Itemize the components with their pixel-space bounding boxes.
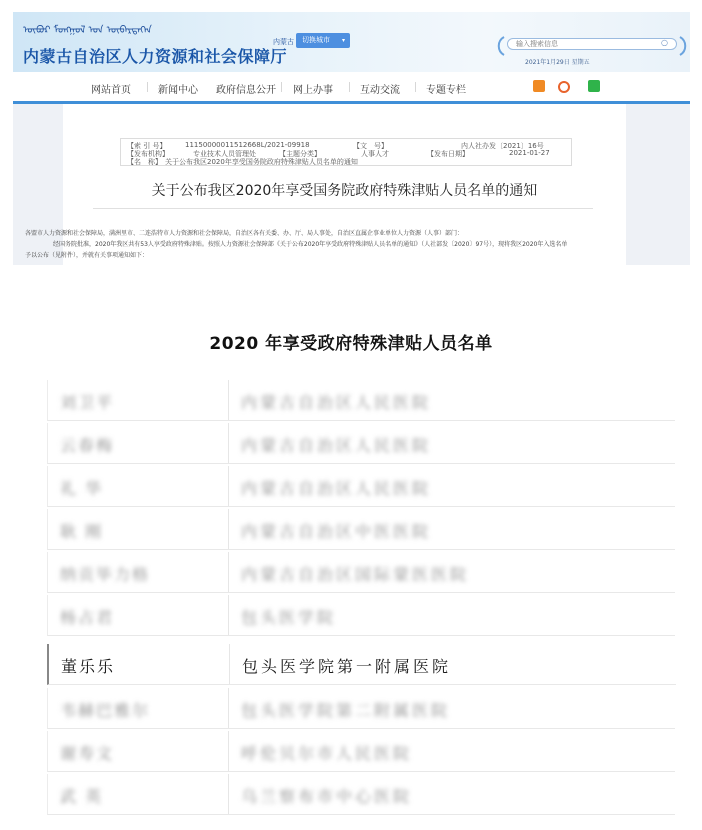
meta-index-label: 【索 引 号】 bbox=[127, 142, 167, 150]
article-paragraph: 予以公布（见附件），并就有关事项通知如下： bbox=[25, 252, 149, 259]
meta-date-label: 【发布日期】 bbox=[427, 150, 469, 158]
article-paragraph: 经国务院批准，2020年我区共有53人享受政府特殊津贴。按照人力资源社会保障部《关于公布2020年享受政府特殊津贴人员名单的通知》（人社部发〔2020〕97号），现将我区2020年入选名单 bbox=[53, 241, 568, 248]
meta-docno-label: 【文 号】 bbox=[353, 142, 388, 150]
meta-index-value: 11150000011512668L/2021-09918 bbox=[185, 141, 310, 149]
meta-date-value: 2021-01-27 bbox=[509, 149, 550, 157]
table-row bbox=[47, 552, 675, 593]
nav-item-interaction[interactable]: 互动交流 bbox=[360, 85, 400, 96]
nav-item-news[interactable]: 新闻中心 bbox=[158, 85, 198, 96]
recipient-org: 内蒙古自治区国际蒙医医院 bbox=[241, 565, 470, 584]
column-divider bbox=[228, 423, 229, 463]
recipient-name: 谢寿文 bbox=[60, 744, 115, 763]
meta-name-label: 【名 称】 bbox=[127, 158, 162, 166]
column-divider bbox=[228, 466, 229, 506]
site-banner bbox=[13, 12, 690, 72]
recipient-org: 包头医学院 bbox=[241, 608, 337, 627]
deco-wave-right-icon bbox=[679, 36, 689, 56]
nav-item-online-service[interactable]: 网上办事 bbox=[293, 85, 333, 96]
column-divider bbox=[228, 595, 229, 635]
table-row bbox=[47, 380, 675, 421]
table-row bbox=[47, 466, 675, 507]
deco-wave-left-icon bbox=[495, 36, 505, 56]
column-divider bbox=[228, 509, 229, 549]
table-row bbox=[47, 731, 675, 772]
recipient-org: 内蒙古自治区人民医院 bbox=[241, 436, 432, 455]
nav-item-home[interactable]: 网站首页 bbox=[91, 85, 131, 96]
article-body bbox=[25, 104, 626, 265]
meta-org-label: 【发布机构】 bbox=[127, 150, 169, 158]
table-row bbox=[47, 509, 675, 550]
search-box bbox=[495, 36, 689, 56]
article-paragraph: 各盟市人力资源和社会保障局，满洲里市、二连浩特市人力资源和社会保障局，自治区各有关委、办、厅、局人事处，自治区直属企事业单位人力资源（人事）部门： bbox=[25, 230, 464, 237]
main-nav bbox=[13, 72, 690, 104]
column-divider bbox=[228, 552, 229, 592]
recipient-name: 董乐乐 bbox=[61, 657, 116, 676]
table-row bbox=[47, 774, 675, 815]
table-row bbox=[47, 595, 675, 636]
switch-city-label: 切换城市 bbox=[302, 36, 330, 44]
search-input[interactable] bbox=[507, 38, 677, 50]
weibo-icon[interactable] bbox=[558, 81, 570, 93]
nav-divider bbox=[147, 82, 148, 92]
recipient-name: 杨占君 bbox=[60, 608, 115, 627]
recipient-name: 纳贡毕力格 bbox=[60, 565, 151, 584]
nav-divider bbox=[349, 82, 350, 92]
column-divider bbox=[228, 774, 229, 814]
nav-item-gov-info[interactable]: 政府信息公开 bbox=[216, 85, 276, 96]
title-divider bbox=[93, 208, 593, 209]
meta-org-value: 专业技术人员管理处 bbox=[193, 150, 256, 158]
mobile-app-icon[interactable] bbox=[533, 80, 545, 92]
list-title: 2020 年享受政府特殊津贴人员名单 bbox=[209, 334, 493, 354]
switch-city-button[interactable] bbox=[296, 33, 350, 48]
recipient-org: 内蒙古自治区人民医院 bbox=[241, 479, 432, 498]
table-row bbox=[47, 688, 675, 729]
wechat-icon[interactable] bbox=[588, 80, 600, 92]
region-label: 内蒙古 bbox=[273, 38, 294, 46]
recipient-name: 礼 华 bbox=[60, 479, 104, 498]
column-divider bbox=[228, 688, 229, 728]
meta-topic-value: 人事人才 bbox=[361, 150, 389, 158]
recipient-name: 耿 刚 bbox=[60, 522, 104, 541]
recipient-org: 乌兰察布市中心医院 bbox=[241, 787, 413, 806]
nav-divider bbox=[415, 82, 416, 92]
recipient-org: 内蒙古自治区人民医院 bbox=[241, 393, 432, 412]
recipient-org: 包头医学院第一附属医院 bbox=[242, 657, 452, 676]
site-title: 内蒙古自治区人力资源和社会保障厅 bbox=[23, 47, 288, 66]
column-divider bbox=[228, 731, 229, 771]
column-divider bbox=[228, 380, 229, 420]
recipient-name: 武 英 bbox=[60, 787, 104, 806]
recipient-name: 韦赫巴雅尔 bbox=[60, 701, 151, 720]
current-date: 2021年1月29日 星期五 bbox=[525, 59, 590, 66]
meta-topic-label: 【主题分类】 bbox=[279, 150, 321, 158]
mongolian-script: ᠥᠪᠥᠷ ᠮᠣᠩᠭᠣᠯ ᠤᠨ ᠥᠪᠡᠷᠲᠡᠭᠡᠨ bbox=[23, 25, 152, 36]
recipient-name: 刘卫平 bbox=[60, 393, 115, 412]
recipient-name: 云春梅 bbox=[60, 436, 115, 455]
table-row bbox=[47, 423, 675, 464]
nav-item-topics[interactable]: 专题专栏 bbox=[426, 85, 466, 96]
search-icon[interactable]: ○ bbox=[661, 38, 668, 47]
chevron-down-icon: ▾ bbox=[341, 37, 345, 44]
article-title: 关于公布我区2020年享受国务院政府特殊津贴人员名单的通知 bbox=[151, 183, 538, 199]
article-meta-table bbox=[120, 138, 572, 166]
meta-name-value: 关于公布我区2020年享受国务院政府特殊津贴人员名单的通知 bbox=[165, 158, 358, 166]
column-divider bbox=[229, 644, 230, 684]
recipient-org: 内蒙古自治区中医医院 bbox=[241, 522, 432, 541]
meta-docno-value: 内人社办发〔2021〕16号 bbox=[461, 142, 544, 150]
recipient-org: 呼伦贝尔市人民医院 bbox=[241, 744, 413, 763]
recipient-org: 包头医学院第二附属医院 bbox=[241, 701, 451, 720]
recipient-list bbox=[47, 380, 674, 817]
nav-divider bbox=[281, 82, 282, 92]
table-row-highlighted bbox=[47, 644, 676, 685]
site-screenshot bbox=[13, 12, 690, 265]
